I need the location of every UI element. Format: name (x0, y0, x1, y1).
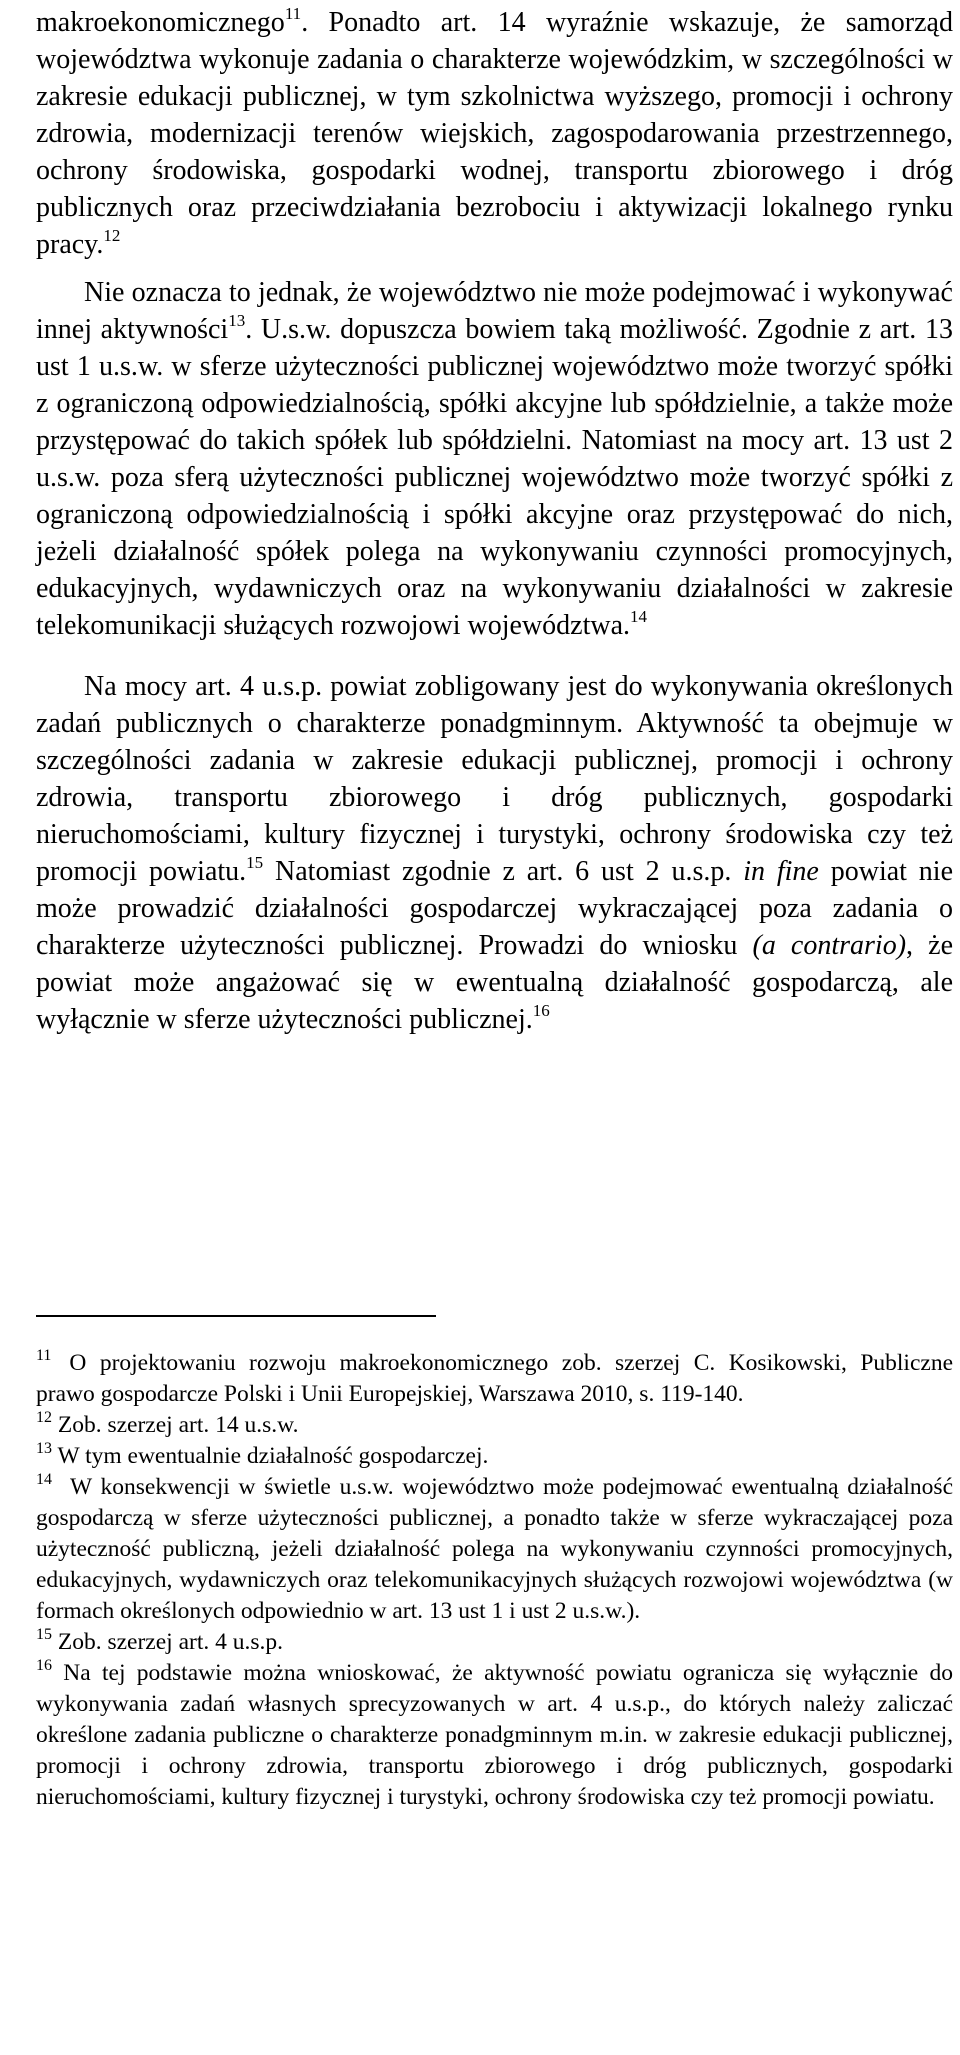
paragraph-3-text-c: powiat nie może prowadzić działalności gospodarczej wykraczającej poza zadania o charakterze użyteczności publicznej. Prowadzi do wniosku (36, 856, 954, 961)
paragraph-3-text-a: Na mocy art. 4 u.s.p. powiat zobligowany jest do wykonywania określonych zadań publicznych o charakterze ponadgminnym. Aktywność ta obejmuje w szczególności zadania w zakresie edukacji publicznej, promocji i ochrony zdrowia, transportu zbiorowego i dróg publicznych, gospodarki nieruchomościami, kultury fizycznej i turystyki, ochrony środowiska czy też promocji powiatu. (36, 671, 953, 887)
footnote-12 (36, 1410, 953, 1441)
footnote-number: 13 (36, 1440, 52, 1457)
footnote-16 (36, 1658, 953, 1813)
paragraph-1-text-a: makroekonomicznego (36, 7, 285, 38)
footnote-number: 16 (36, 1657, 52, 1674)
paragraph-3-text-b: Natomiast zgodnie z art. 6 ust 2 u.s.p. (263, 856, 744, 887)
footnote-text: Zob. szerzej art. 4 u.s.p. (52, 1629, 284, 1655)
paragraph-1-text-b: . Ponadto art. 14 wyraźnie wskazuje, że samorząd województwa wykonuje zadania o charakterze wojewódzkim, w szczególności w zakresie edukacji publicznej, w tym szkolnictwa wyższego, promocji i ochrony zdrowia, modernizacji terenów wiejskich, zagospodarowania przestrzennego, ochrony środowiska, gospodarki wodnej, transportu zbiorowego i dróg publicznych oraz przeciwdziałania bezrobociu i aktywizacji lokalnego rynku pracy. (36, 7, 953, 260)
footnote-text: Na tej podstawie można wnioskować, że aktywność powiatu ogranicza się wyłącznie do wykonywania zadań własnych sprecyzowanych w art. 4 u.s.p., do których należy zaliczać określone zadania publiczne o charakterze ponadgminnym m.in. w zakresie edukacji publicznej, promocji i ochrony zdrowia, transportu zbiorowego i dróg publicznych, gospodarki nieruchomościami, kultury fizycznej i turystyki, ochrony środowiska czy też promocji powiatu. (36, 1660, 953, 1810)
paragraph-1 (36, 4, 953, 263)
main-text (36, 4, 953, 1038)
paragraph-2 (36, 274, 953, 644)
footnote-15 (36, 1627, 953, 1658)
paragraph-3 (36, 668, 953, 1038)
footnote-ref-16[interactable]: 16 (532, 1001, 550, 1020)
footnote-text: Zob. szerzej art. 14 u.s.w. (52, 1412, 299, 1438)
footnote-ref-14[interactable]: 14 (630, 607, 648, 626)
footnote-number: 11 (36, 1347, 52, 1364)
footnote-ref-12[interactable]: 12 (103, 226, 121, 245)
paragraph-2-text-a: Nie oznacza to jednak, że województwo nie może podejmować i wykonywać innej aktywności (36, 277, 953, 345)
footnote-ref-13[interactable]: 13 (228, 311, 246, 330)
footnotes-section (36, 1348, 953, 1813)
footnote-13 (36, 1441, 953, 1472)
footnote-text: W tym ewentualnie działalność gospodarczej. (52, 1443, 489, 1469)
footnote-separator (36, 1315, 436, 1317)
footnote-number: 12 (36, 1409, 52, 1426)
footnote-number: 14 (36, 1471, 52, 1488)
footnote-14 (36, 1472, 953, 1627)
footnote-11 (36, 1348, 953, 1410)
footnote-text: O projektowaniu rozwoju makroekonomicznego zob. szerzej C. Kosikowski, Publiczne prawo gospodarcze Polski i Unii Europejskiej, Warszawa 2010, s. 119-140. (36, 1350, 953, 1407)
footnote-text: W konsekwencji w świetle u.s.w. województwo może podejmować ewentualną działalność gospodarczą w sferze użyteczności publicznej, a ponadto także w sferze wykraczającej poza użyteczność publiczną, jeżeli działalność polega na wykonywaniu czynności promocyjnych, edukacyjnych, wydawniczych oraz telekomunikacyjnych służących rozwojowi województwa (w formach określonych odpowiednio w art. 13 ust 1 i ust 2 u.s.w.). (36, 1474, 953, 1624)
paragraph-3-italic-in-fine: in fine (743, 856, 819, 887)
footnote-ref-15[interactable]: 15 (246, 853, 264, 872)
footnote-number: 15 (36, 1626, 52, 1643)
footnote-ref-11[interactable]: 11 (284, 4, 302, 23)
paragraph-3-italic-a-contrario: (a contrario) (752, 930, 907, 961)
paragraph-3-text-d: , że powiat może angażować się w ewentualną działalność gospodarczą, ale wyłącznie w sferze użyteczności publicznej. (36, 930, 954, 1035)
paragraph-2-text-b: . U.s.w. dopuszcza bowiem taką możliwość. Zgodnie z art. 13 ust 1 u.s.w. w sferze użyteczności publicznej województwo może tworzyć spółki z ograniczoną odpowiedzialnością, spółki akcyjne lub spółdzielnie, a także może przystępować do takich spółek lub spółdzielni. Natomiast na mocy art. 13 ust 2 u.s.w. poza sferą użyteczności publicznej województwo może tworzyć spółki z ograniczoną odpowiedzialnością i spółki akcyjne oraz przystępować do nich, jeżeli działalność spółek polega na wykonywaniu czynności promocyjnych, edukacyjnych, wydawniczych oraz na wykonywaniu działalności w zakresie telekomunikacji służących rozwojowi województwa. (36, 314, 953, 641)
